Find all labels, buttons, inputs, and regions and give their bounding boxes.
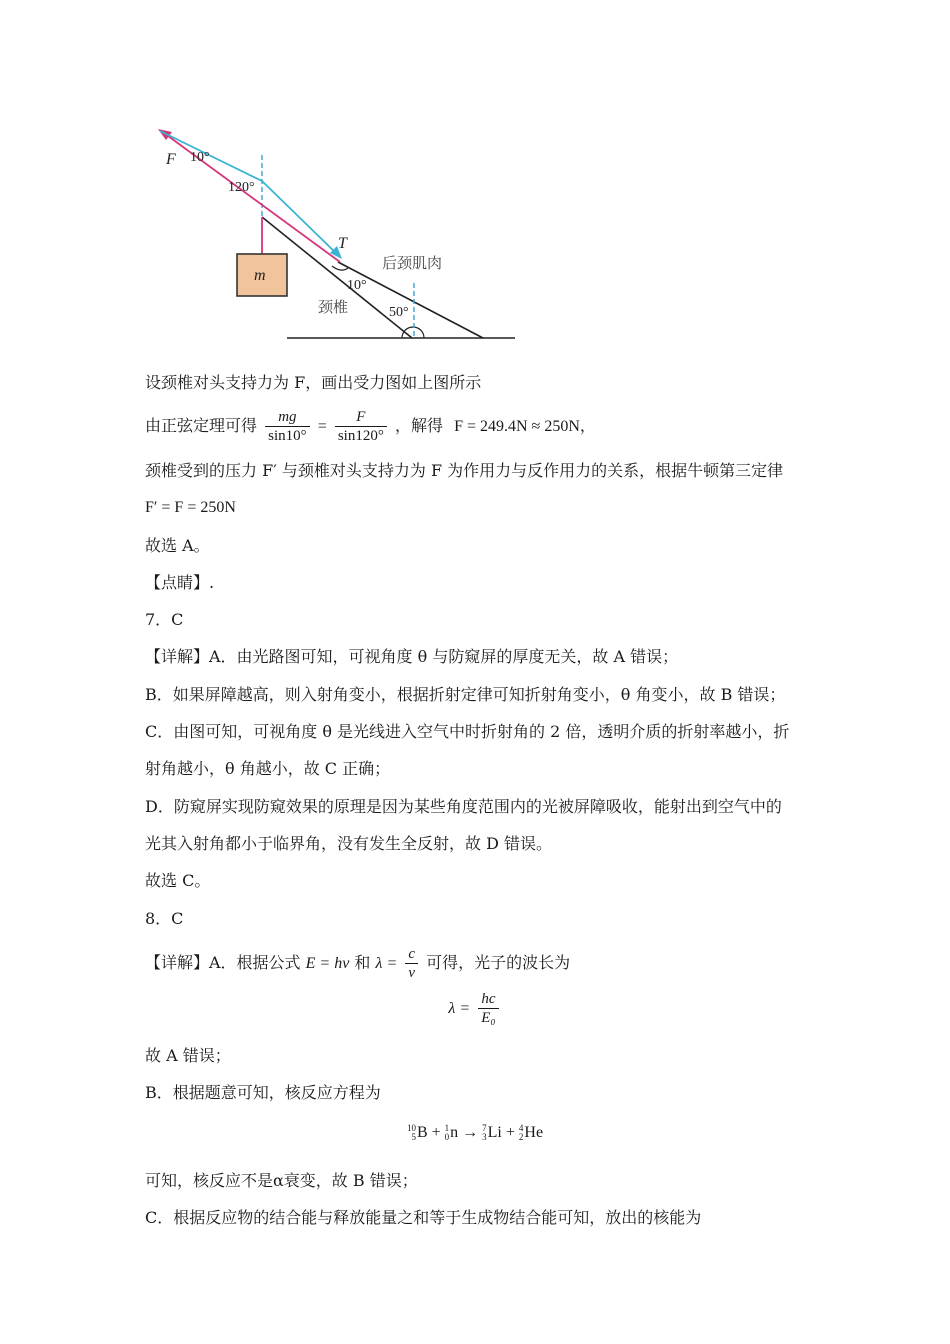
text-line-22: C．根据反应物的结合能与释放能量之和等于生成物结合能可知，放出的核能为 [145, 1208, 702, 1227]
formula-prefix: 【详解】A．根据公式 [145, 953, 301, 972]
label-m: m [254, 267, 266, 284]
n-symbol: n [450, 1124, 459, 1141]
muscle-line [338, 262, 483, 338]
B-symbol: B [416, 1124, 428, 1141]
text-line-5: 故选 A。 [145, 536, 210, 555]
n-iso: 1 0 [444, 1123, 450, 1143]
text-line-11: 射角越小，θ 角越小，故 C 正确； [145, 759, 391, 778]
lambda-symbol: λ = [448, 1000, 471, 1017]
text-line-4: F′ = F = 250N [145, 499, 236, 516]
label-50: 50° [389, 305, 409, 320]
label-10-top: 10° [190, 150, 210, 165]
text-line-19: B．根据题意可知，核反应方程为 [145, 1083, 381, 1102]
line2-end: ， [579, 416, 596, 435]
label-120: 120° [228, 180, 255, 195]
text-line-1: 设颈椎对头支持力为 F，画出受力图如上图所示 [145, 373, 482, 392]
formula-and: 和 [354, 953, 371, 972]
He-symbol: He [524, 1124, 544, 1141]
text-line-3: 颈椎受到的压力 F′ 与颈椎对头支持力为 F 为作用力与反作用力的关系，根据牛顿第三定律 [145, 461, 784, 480]
force-diagram [0, 0, 950, 350]
text-line-2 [145, 408, 596, 445]
text-line-8: 【详解】A．由光路图可知，可视角度 θ 与防窥屏的厚度无关，故 A 错误； [145, 647, 679, 666]
B-iso: 10 5 [406, 1123, 416, 1143]
formula-E: E = hν [305, 955, 350, 972]
formula-suffix: 可得，光子的波长为 [426, 953, 571, 972]
formula-lambda: λ = [375, 955, 398, 972]
text-line-6: 【点睛】. [145, 573, 215, 592]
text-line-21: 可知，核反应不是α衰变，故 B 错误； [145, 1171, 418, 1190]
Li-iso: 7 3 [482, 1123, 487, 1143]
text-line-9: B．如果屏障越高，则入射角变小，根据折射定律可知折射角变小，θ 角变小，故 B 错误； [145, 685, 786, 704]
sine-law-prefix: 由正弦定理可得 [145, 416, 258, 435]
plus-1: + [431, 1124, 441, 1141]
lambda-equation [0, 990, 950, 1027]
text-line-14: 故选 C。 [145, 871, 211, 890]
nuclear-equation [0, 1124, 950, 1142]
fraction-mg-num: mg [278, 409, 297, 425]
text-line-7: 7．C [145, 610, 184, 629]
Li-symbol: Li [487, 1124, 502, 1141]
label-muscle: 后颈肌肉 [382, 254, 443, 272]
arrow: → [462, 1124, 479, 1141]
fraction-c-nu [405, 945, 418, 982]
fraction-c: c [408, 946, 416, 962]
fraction-mg-den: sin10° [265, 426, 310, 445]
plus-2: + [505, 1124, 515, 1141]
fraction-F-num: F [356, 409, 366, 425]
text-line-16 [145, 945, 570, 982]
fraction-nu: ν [405, 963, 418, 982]
solve-text: ，解得 [394, 416, 443, 435]
fraction-hc-E0 [478, 990, 498, 1027]
result-F: F = 249.4N ≈ 250N [454, 418, 580, 435]
label-T: T [338, 235, 347, 252]
fraction-E0: E₀ [478, 1008, 498, 1027]
label-10-low: 10° [347, 278, 367, 293]
fraction-hc: hc [481, 991, 496, 1007]
fraction-F [335, 408, 387, 445]
text-line-10: C．由图可知，可视角度 θ 是光线进入空气中时折射角的 2 倍，透明介质的折射率越小，折 [145, 722, 790, 741]
fraction-F-den: sin120° [335, 426, 387, 445]
text-line-13: 光其入射角都小于临界角，没有发生全反射，故 D 错误。 [145, 834, 553, 853]
equals-sign: = [317, 418, 327, 435]
text-line-15: 8．C [145, 909, 184, 928]
label-F: F [166, 151, 176, 168]
text-line-18: 故 A 错误； [145, 1046, 231, 1065]
label-spine: 颈椎 [318, 298, 349, 316]
text-line-12: D．防窥屏实现防窥效果的原理是因为某些角度范围内的光被屏障吸收，能射出到空气中的 [145, 797, 782, 816]
He-iso: 4 2 [518, 1123, 524, 1143]
fraction-mg [265, 408, 310, 445]
tension-line-2 [262, 181, 338, 255]
